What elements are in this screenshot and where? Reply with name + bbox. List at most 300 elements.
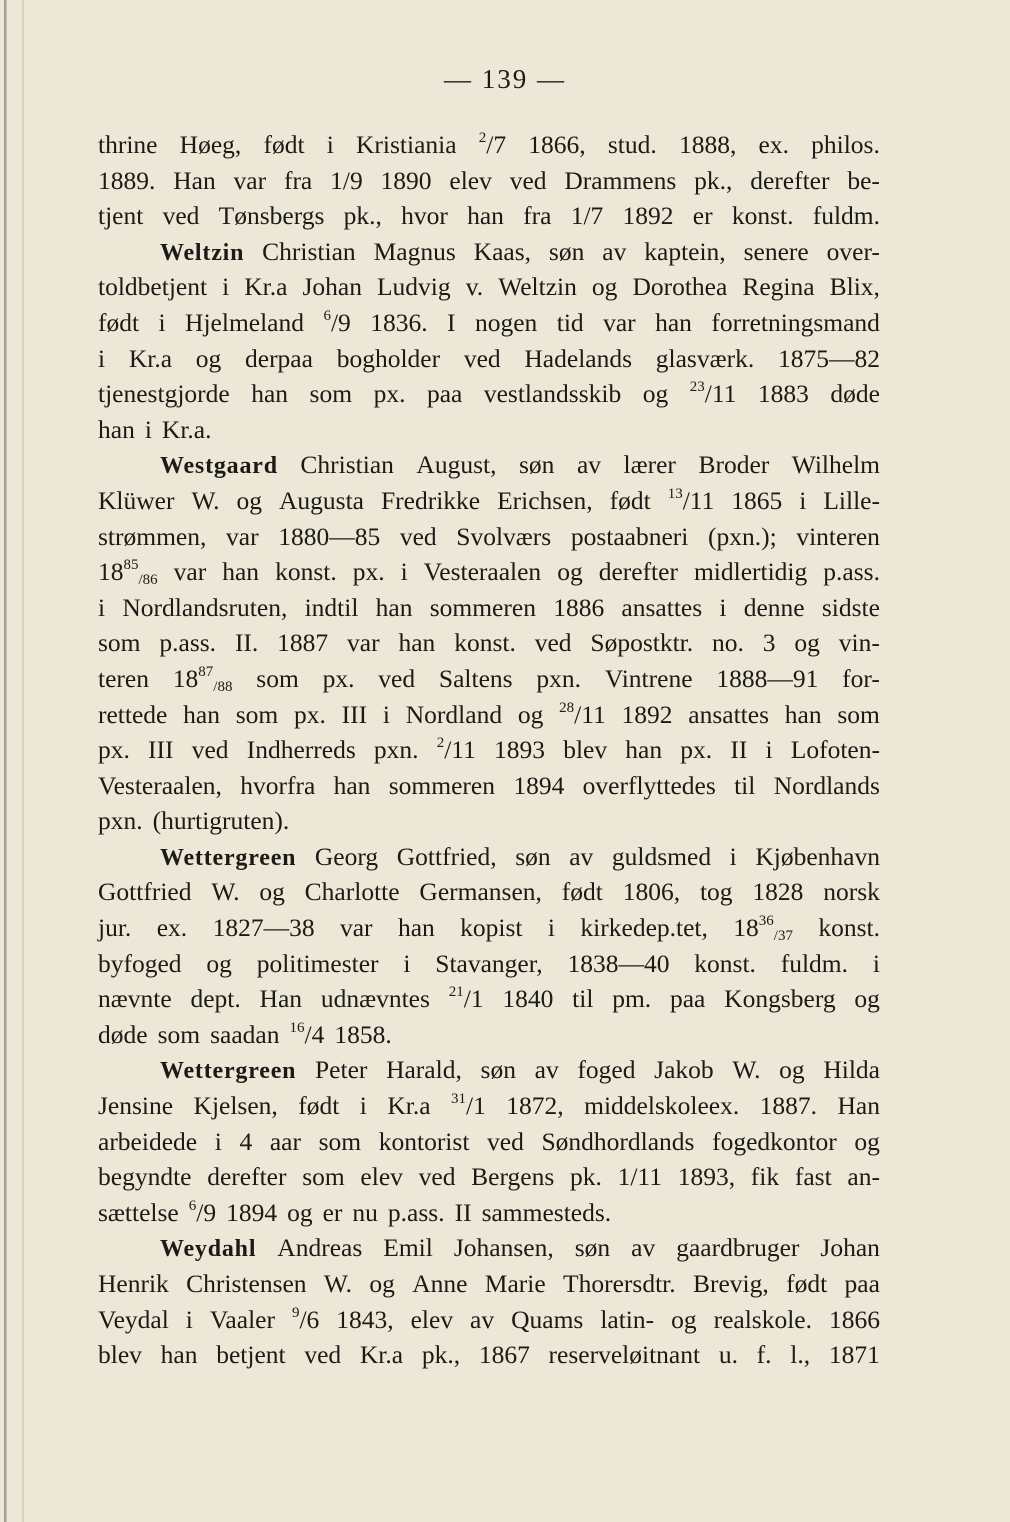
word: i — [382, 699, 390, 729]
word — [323, 305, 350, 341]
word: han — [251, 379, 289, 409]
word — [451, 1088, 486, 1124]
word: Bergens — [471, 1162, 555, 1192]
word: født — [786, 1269, 828, 1298]
word: Blix, — [829, 272, 880, 302]
word: søn — [548, 236, 585, 266]
word: i — [729, 841, 737, 871]
word: konst. — [731, 201, 794, 231]
superscript-number: 85 — [123, 557, 139, 574]
word: Svolværs — [456, 521, 552, 551]
word: i — [359, 1091, 367, 1121]
word: 1/9 — [330, 165, 363, 195]
word: konst. — [818, 913, 880, 943]
text-line — [98, 625, 880, 661]
word: realskole. — [713, 1304, 812, 1334]
word: p.ass. — [387, 1197, 445, 1227]
word: og — [236, 485, 263, 515]
word: 1838—40 — [567, 948, 670, 978]
word: i — [403, 948, 411, 978]
text-line — [98, 127, 880, 163]
word: 1806, — [622, 877, 681, 907]
word: og — [287, 1197, 313, 1227]
word: Augusta — [279, 485, 364, 515]
word: 1840 — [502, 984, 554, 1014]
word: i — [765, 735, 773, 765]
word: ved — [378, 663, 416, 693]
text-line — [98, 412, 880, 448]
word: fik — [750, 1162, 780, 1192]
word: i — [400, 557, 408, 587]
word: III — [148, 735, 174, 765]
word: sidste — [821, 592, 880, 622]
text-line — [98, 1337, 880, 1373]
word: elev — [410, 1304, 454, 1334]
word: nogen — [474, 307, 538, 337]
word: 1887. — [759, 1091, 818, 1121]
word: glasværk. — [655, 343, 755, 373]
word: tjenestgjorde — [98, 379, 230, 409]
word: Drammens — [564, 165, 677, 195]
word — [479, 127, 506, 163]
word: derefter — [598, 557, 678, 587]
superscript-number: 28 — [559, 699, 575, 716]
word: ved — [399, 521, 437, 551]
subscript-number: /86 — [138, 572, 158, 589]
word: pk. — [570, 1162, 602, 1192]
word: født — [561, 877, 603, 907]
word: Ludvig — [376, 272, 451, 302]
word: II — [730, 735, 748, 765]
page-number: — 139 — — [444, 64, 566, 94]
word: fuldm. — [812, 201, 880, 231]
word: norsk — [823, 877, 880, 907]
text-line — [98, 839, 880, 875]
word: Gottfried — [98, 877, 192, 907]
word: Kongsberg — [724, 984, 836, 1014]
word: px. — [352, 557, 385, 587]
word-text: /11 — [444, 735, 476, 765]
word: 1883 — [757, 379, 809, 409]
word: Anne — [412, 1269, 468, 1298]
word: i — [326, 130, 334, 159]
word: Hadelands — [524, 343, 633, 373]
text-line — [98, 910, 880, 946]
word-text: /9 — [196, 1197, 217, 1227]
word: kirkedep.tet, — [580, 913, 708, 943]
superscript-number: 2 — [478, 130, 487, 146]
word: 1890 — [380, 165, 432, 195]
word: og — [195, 343, 222, 373]
word: teren — [98, 663, 149, 693]
word — [559, 697, 606, 733]
word: reserveløitnant — [548, 1340, 701, 1370]
word: som — [318, 1126, 362, 1156]
word: 1888—91 — [716, 663, 819, 693]
word: er — [322, 1197, 343, 1227]
word: middelskoleex. — [584, 1091, 740, 1121]
text-line — [98, 661, 880, 697]
word: han — [375, 592, 413, 622]
word: px. — [98, 735, 130, 765]
word: strømmen, — [98, 521, 207, 551]
word: og — [517, 699, 544, 729]
word: Kristiania — [356, 130, 457, 159]
word: han — [160, 1340, 198, 1370]
word: nu — [352, 1197, 378, 1227]
word: 1/11 — [617, 1162, 662, 1192]
word: bogholder — [336, 343, 441, 373]
word: 1892 — [622, 201, 674, 231]
word: i — [98, 343, 106, 373]
word: Vintrene — [604, 663, 693, 693]
word: han — [333, 770, 371, 800]
word: han — [222, 557, 260, 587]
word: paa — [669, 984, 706, 1014]
text-line — [98, 234, 880, 270]
word: an- — [847, 1162, 880, 1192]
word: og — [206, 948, 232, 978]
word: ansattes — [688, 699, 770, 729]
page-edge-line — [22, 0, 24, 1522]
word: som — [837, 699, 880, 729]
word: Henrik — [98, 1269, 169, 1298]
word: nævnte — [98, 984, 172, 1014]
text-line — [98, 341, 880, 377]
word: Jensine — [98, 1091, 174, 1121]
word: Christian — [300, 450, 394, 480]
word: ex. — [156, 913, 188, 943]
word: av — [576, 450, 602, 480]
word: tog — [699, 877, 733, 907]
word: Brevig, — [692, 1269, 769, 1298]
subscript-number: /88 — [213, 678, 233, 695]
text-line — [98, 519, 880, 555]
word: 1828 — [752, 877, 804, 907]
word: W. — [732, 1055, 761, 1085]
word: pxn. — [98, 806, 143, 836]
word: han — [397, 913, 435, 943]
word — [449, 981, 484, 1017]
word: som — [309, 379, 353, 409]
text-line — [98, 483, 880, 519]
superscript-number: 87 — [198, 663, 214, 680]
word: Johansen, — [453, 1233, 554, 1263]
text-line — [98, 803, 880, 839]
word: sættelse — [98, 1197, 179, 1227]
word: ved — [191, 735, 229, 765]
word: Kr.a — [359, 1340, 404, 1370]
word: Vesteraalen — [423, 557, 542, 587]
word: paa — [844, 1269, 880, 1298]
word: Gottfried, — [396, 841, 497, 871]
word: Indherreds — [246, 735, 356, 765]
word: som — [235, 699, 279, 729]
subscript-number: /37 — [773, 928, 793, 945]
word: født — [98, 307, 140, 337]
word: Thorersdtr. — [563, 1269, 676, 1298]
word: elev — [449, 165, 492, 195]
text-line — [98, 1017, 880, 1053]
word: søn — [480, 1055, 516, 1085]
word: px. — [294, 699, 326, 729]
word: indtil — [304, 592, 359, 622]
word: Tønsbergs — [218, 201, 325, 231]
text-line — [98, 163, 880, 199]
word: (pxn.); — [708, 521, 777, 551]
word: begyndte — [98, 1162, 192, 1192]
word: blev — [563, 735, 608, 765]
word: Wilhelm — [791, 450, 880, 480]
word: Hjelmeland — [185, 307, 305, 337]
word — [668, 483, 715, 519]
word: var — [347, 628, 380, 658]
word-text: /1 — [466, 1091, 486, 1121]
word — [690, 376, 737, 412]
word-text: /6 — [299, 1304, 320, 1334]
word: Kr.a — [128, 343, 173, 373]
word: han — [625, 735, 663, 765]
word: 1892 — [621, 699, 673, 729]
word: v. — [465, 272, 484, 302]
word: Marie — [484, 1269, 546, 1298]
word: forretningsmand — [711, 307, 880, 337]
word: døde — [830, 379, 880, 409]
word: Erichsen, — [497, 485, 593, 515]
superscript-number: 9 — [291, 1304, 300, 1321]
word: han — [467, 201, 504, 231]
word: ved — [487, 1126, 524, 1156]
text-line — [98, 1302, 880, 1338]
superscript-number: 16 — [289, 1019, 305, 1036]
word: arbeidede — [98, 1126, 198, 1156]
word: Germansen, — [419, 877, 542, 907]
word: 1858. — [334, 1019, 392, 1049]
word: over- — [826, 236, 880, 266]
word: Klüwer — [98, 485, 175, 515]
word: Saltens — [438, 663, 513, 693]
word: og — [642, 379, 669, 409]
entry-surname: Wettergreen — [160, 1058, 297, 1085]
word: Veydal — [98, 1304, 169, 1334]
word: Nordlands — [773, 770, 880, 800]
word: i — [719, 592, 727, 622]
word: guldsmed — [611, 841, 712, 871]
text-line — [98, 1052, 880, 1088]
text-line — [98, 1195, 880, 1231]
word: thrine — [98, 130, 158, 159]
word: og — [854, 984, 880, 1014]
word: Andreas — [277, 1233, 363, 1263]
word: Johan — [820, 1233, 880, 1263]
word: gaardbruger — [676, 1233, 800, 1263]
word: Dorothea — [632, 272, 728, 302]
word: ved — [534, 628, 572, 658]
word: konst. — [454, 628, 516, 658]
word: og — [591, 272, 618, 302]
word: II — [454, 1197, 472, 1227]
word: rettede — [98, 699, 168, 729]
word: 1888, — [678, 130, 737, 159]
word: 1866 — [828, 1304, 880, 1334]
word: søn — [574, 1233, 611, 1263]
text-line — [98, 1230, 880, 1266]
word: som — [98, 628, 141, 658]
word: derefter — [207, 1162, 287, 1192]
word: I — [447, 307, 456, 337]
word: 1887 — [277, 628, 329, 658]
word: i — [799, 485, 807, 515]
word: i — [222, 272, 230, 302]
word: han — [98, 414, 135, 444]
word: han — [655, 307, 692, 337]
word: politimester — [256, 948, 379, 978]
word: Stavanger, — [435, 948, 543, 978]
word: 1871 — [828, 1340, 880, 1370]
text-line — [98, 1124, 880, 1160]
text-line — [98, 269, 880, 305]
word: ved — [304, 1340, 342, 1370]
word: vin- — [838, 628, 880, 658]
word: i — [214, 1126, 222, 1156]
word: 1872, — [506, 1091, 564, 1121]
word: derefter — [750, 165, 830, 195]
superscript-number: 6 — [188, 1197, 197, 1214]
word-text: 18 — [172, 663, 199, 693]
word: Kjøbenhavn — [755, 841, 880, 871]
word: sommeren — [388, 770, 495, 800]
superscript-number: 13 — [667, 485, 683, 502]
word: Magnus — [373, 236, 456, 266]
word: denne — [743, 592, 805, 622]
word: III — [341, 699, 368, 729]
word: ved — [509, 165, 547, 195]
word: sammesteds. — [481, 1197, 612, 1227]
word: ved — [463, 343, 501, 373]
page-edge-shadow — [4, 0, 7, 1522]
word: i — [547, 913, 556, 943]
word: som — [302, 1162, 345, 1192]
word: er — [692, 201, 713, 231]
word-text: 18 — [733, 913, 759, 943]
word: Søpostktr. — [590, 628, 694, 658]
word: Peter — [314, 1055, 368, 1085]
word: til — [734, 770, 756, 800]
word: Kaas, — [473, 236, 532, 266]
word: Søndhordlands — [541, 1126, 695, 1156]
word: 1886 — [553, 592, 605, 622]
word: foged — [577, 1055, 636, 1085]
entry-surname: Westgaard — [160, 453, 278, 480]
word: som — [157, 1019, 201, 1049]
word: Kjelsen, — [193, 1091, 278, 1121]
word: l., — [790, 1340, 811, 1370]
word: aar — [269, 1126, 301, 1156]
word: overflyttedes — [582, 770, 716, 800]
text-line — [98, 305, 880, 341]
word — [98, 554, 158, 590]
word: Han — [173, 165, 216, 195]
word: Regina — [742, 272, 815, 302]
word: f. — [756, 1340, 772, 1370]
word: lærer — [623, 450, 676, 480]
word: senere — [743, 236, 809, 266]
word: 1894 — [513, 770, 565, 800]
word: saadan — [210, 1019, 280, 1049]
word: Charlotte — [304, 877, 400, 907]
word: philos. — [811, 130, 880, 159]
word: elev — [360, 1162, 403, 1192]
word: pk., — [694, 165, 733, 195]
entry-surname: Wettergreen — [160, 844, 297, 871]
word: født — [298, 1091, 340, 1121]
word: søn — [518, 450, 555, 480]
word: 4 — [239, 1126, 253, 1156]
word: Kr.a — [244, 272, 288, 302]
word: døde — [98, 1019, 148, 1049]
text-line — [98, 768, 880, 804]
word: var — [233, 165, 267, 195]
word: han — [784, 699, 822, 729]
word: han — [183, 699, 220, 729]
word: Han — [259, 984, 303, 1014]
word: Broder — [698, 450, 770, 480]
word: (hurtigruten). — [152, 806, 290, 836]
word — [189, 1195, 216, 1231]
word-text: /11 — [574, 699, 606, 729]
word: fogedkontor — [712, 1126, 837, 1156]
word: og — [369, 1269, 395, 1298]
word: 1894 — [226, 1197, 278, 1227]
word: i — [144, 414, 152, 444]
word — [292, 1302, 319, 1338]
word: Jakob — [654, 1055, 714, 1085]
word: W. — [191, 485, 220, 515]
text-line — [98, 198, 880, 234]
word: 1843, — [336, 1304, 394, 1334]
word: konst. — [275, 557, 337, 587]
word: hvorfra — [240, 770, 316, 800]
word — [173, 661, 233, 697]
word: fra — [283, 165, 313, 195]
word: og — [671, 1304, 697, 1334]
superscript-number: 21 — [448, 984, 464, 1001]
text-line — [98, 946, 880, 982]
word: kopist — [460, 913, 523, 943]
word: udnævntes — [320, 984, 430, 1014]
text-line — [98, 697, 880, 733]
text-line — [98, 874, 880, 910]
text-body — [98, 127, 880, 1373]
word: fast — [794, 1162, 832, 1192]
word: kaptein, — [644, 236, 726, 266]
word: Kr.a. — [161, 414, 212, 444]
word: var — [173, 557, 207, 587]
word: i — [872, 948, 880, 978]
word: vestlandsskib — [483, 379, 622, 409]
word: px. — [322, 663, 355, 693]
word: 1865 — [731, 485, 783, 515]
word: fra — [523, 201, 552, 231]
text-line — [98, 590, 880, 626]
word: blev — [98, 1340, 142, 1370]
word: Johan — [302, 272, 362, 302]
word: p.ass. — [823, 557, 880, 587]
word: W. — [323, 1269, 353, 1298]
word: Hilda — [823, 1055, 880, 1085]
word: Vaaler — [209, 1304, 275, 1334]
word: var — [603, 307, 636, 337]
